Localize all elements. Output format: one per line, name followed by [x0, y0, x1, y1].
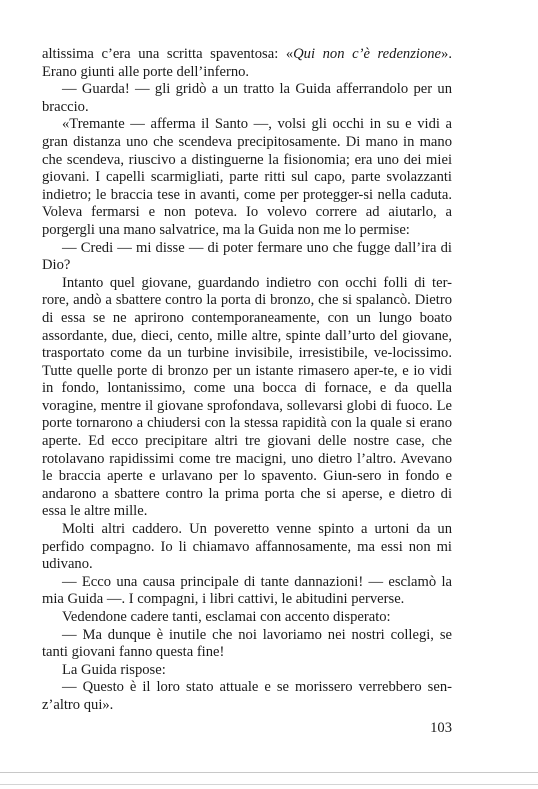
paragraph-1-italic-quote: Qui non c’è redenzione	[293, 46, 442, 62]
paragraph-1-start: altissima c’era una scritta spaventosa: «	[42, 46, 294, 62]
paragraph-10: La Guida rispose:	[62, 661, 166, 678]
page-number: 103	[430, 720, 452, 736]
paragraph-7: — Ecco una causa principale di tante dannazioni! — esclamò la mia Guida —. I compagni, i libri cattivi, le abitudini perverse.	[42, 573, 452, 608]
paragraph-11: — Questo è il loro stato attuale e se morissero verrebbero sen-z’altro qui».	[42, 679, 452, 713]
scan-edge-line-lower	[0, 784, 538, 785]
scan-edge-line	[0, 772, 538, 773]
paragraph-3: «Tremante — afferma il Santo —, volsi gli occhi in su e vidi a gran distanza uno che scendeva precipitosamente. Di mano in mano che scendeva, riuscivo a distinguerne la fisionomia; era uno dei miei giovani. I capelli scarmigliati, parte ritti sul capo, parte svolazzanti indietro; le braccia tese in avanti, come per protegger-si nella caduta. Voleva fermarsi e non poteva. Io volevo correre ad aiutarlo, a porgergli una mano salvatrice, ma la Guida non me lo permise:	[42, 116, 452, 238]
paragraph-6: Molti altri caddero. Un poveretto venne spinto a urtoni da un perfido compagno. Io li chiamavo affannosamente, ma essi non mi udivano.	[42, 521, 452, 573]
paragraph-1	[42, 46, 452, 81]
paragraph-8: Vedendone cadere tanti, esclamai con accento disperato:	[62, 609, 391, 625]
page-body	[42, 46, 452, 715]
paragraph-2: — Guarda! — gli gridò a un tratto la Guida afferrandolo per un braccio.	[42, 81, 452, 115]
paragraph-5: Intanto quel giovane, guardando indietro con occhi folli di ter-rore, andò a sbattere contro la porta di bronzo, che si spalancò. Dietro di essa se ne aprirono contemporaneamente, con un lungo boato assordante, due, dieci, cento, mille altre, spinte dall’urto del giovane, trasportato come da un turbine invisibile, irresistibile, ve-locissimo. Tutte quelle porte di bronzo per un istante rimasero aper-te, e io vidi in fondo, lontanissimo, come una bocca di fornace, e da quella voragine, mentre il giovane sprofondava, sollevarsi globi di fuoco. Le porte tornarono a chiudersi con la stessa rapidità con la quale si erano aperte. Ed ecco precipitare altri tre giovani delle nostre case, che rotolavano rapidissimi come tre macigni, uno dietro l’altro. Avevano le braccia aperte e urlavano per lo spavento. Giun-sero in fondo e andarono a sbattere contro la prima porta che si aperse, e dietro di essa le altre mille.	[42, 274, 452, 520]
paragraph-4: — Credi — mi disse — di poter fermare uno che fugge dall’ira di Dio?	[42, 239, 452, 274]
paragraph-1-end: ». Erano giunti alle porte dell’inferno.	[42, 46, 452, 80]
paragraph-9: — Ma dunque è inutile che noi lavoriamo nei nostri collegi, se tanti giovani fanno questa fine!	[42, 626, 452, 661]
